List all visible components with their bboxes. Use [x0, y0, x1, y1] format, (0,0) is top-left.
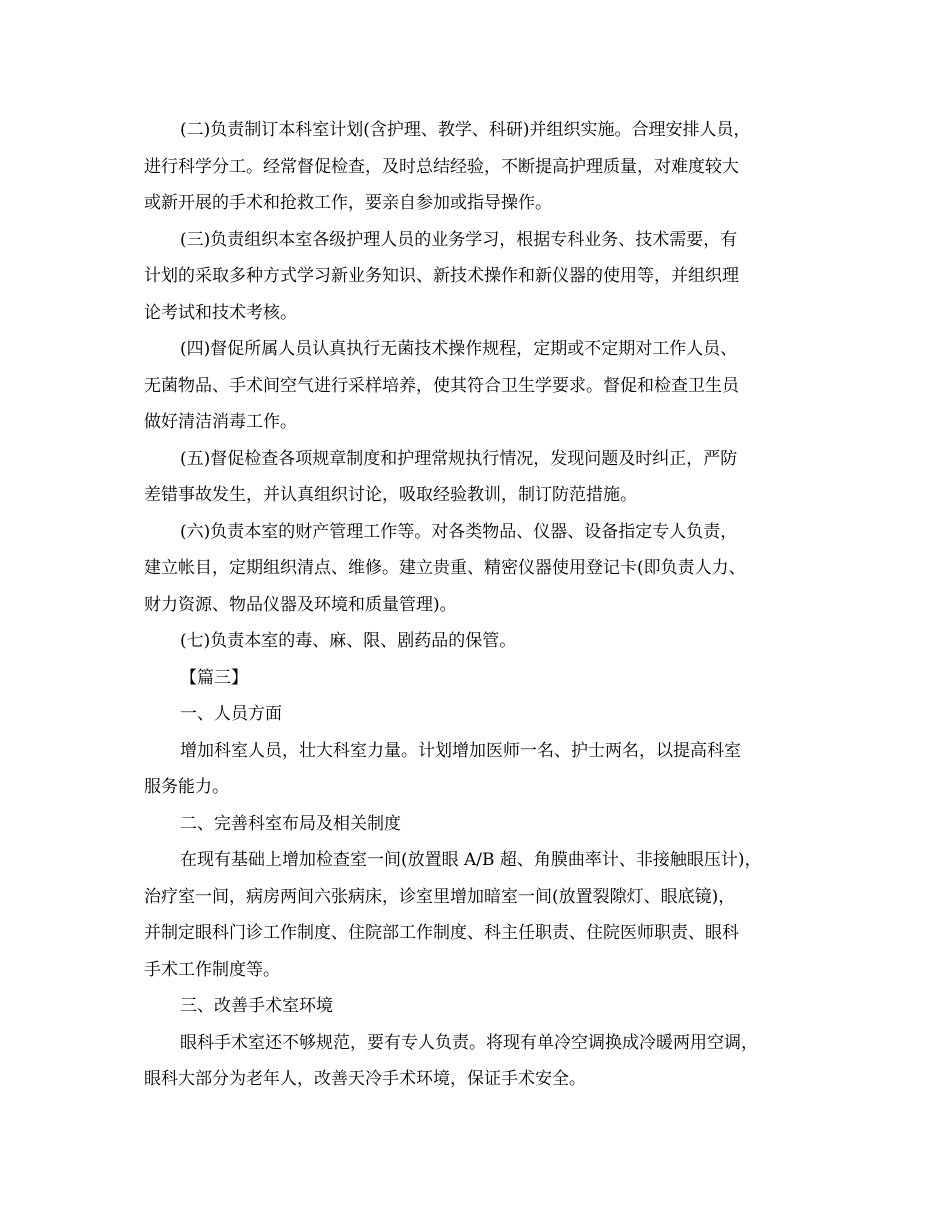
text-line: 服务能力。	[144, 777, 229, 797]
para-duty-6	[144, 514, 806, 624]
para-duty-7	[144, 623, 806, 660]
para-surgery-room	[144, 1025, 806, 1098]
text-line: 三、改善手术室环境	[180, 996, 333, 1016]
text-line: 做好清洁消毒工作。	[144, 412, 297, 432]
text-line: (四)督促所属人员认真执行无菌技术操作规程，定期或不定期对工作人员、	[180, 339, 738, 359]
text-line: 财力资源、物品仪器及环境和质量管理)。	[144, 594, 457, 615]
text-line: 手术工作制度等。	[144, 959, 280, 980]
text-line: (七)负责本室的毒、麻、限、剧药品的保管。	[180, 631, 517, 651]
text-line: 眼科大部分为老年人，改善天冷手术环境，保证手术安全。	[144, 1069, 586, 1089]
text-line: 建立帐目，定期组织清点、维修。建立贵重、精密仪器使用登记卡(即负责人力、	[144, 558, 746, 578]
document-page	[144, 112, 806, 1098]
section-heading-part3	[144, 660, 806, 697]
heading-layout-rules	[144, 806, 806, 843]
text-line: 增加科室人员，壮大科室力量。计划增加医师一名、护士两名，以提高科室	[180, 740, 741, 761]
text-line: 计划的采取多种方式学习新业务知识、新技术操作和新仪器的使用等，并组织理	[144, 266, 739, 286]
text-line: 并制定眼科门诊工作制度、住院部工作制度、科主任职责、住院医师职责、眼科	[144, 923, 739, 943]
text-line: (三)负责组织本室各级护理人员的业务学习，根据专科业务、技术需要，有	[180, 229, 738, 250]
heading-surgery-room	[144, 988, 806, 1025]
text-line: 差错事故发生，并认真组织讨论，吸取经验教训，制订防范措施。	[144, 485, 637, 505]
para-duty-5	[144, 441, 806, 514]
para-layout-rules	[144, 842, 806, 988]
text-line: 一、人员方面	[180, 704, 282, 724]
text-line: (五)督促检查各项规章制度和护理常规执行情况，发现问题及时纠正，严防	[180, 448, 738, 469]
text-line: (六)负责本室的财产管理工作等。对各类物品、仪器、设备指定专人负责，	[180, 521, 738, 542]
text-line: 二、完善科室布局及相关制度	[180, 813, 401, 834]
heading-personnel	[144, 696, 806, 733]
text-line: 治疗室一间，病房两间六张病床，诊室里增加暗室一间(放置裂隙灯、眼底镜)，	[144, 886, 736, 907]
para-personnel	[144, 733, 806, 806]
text-line: (二)负责制订本科室计划(含护理、教学、科研)并组织实施。合理安排人员，	[180, 120, 751, 140]
para-duty-2	[144, 112, 806, 222]
text-line: 或新开展的手术和抢救工作，要亲自参加或指导操作。	[144, 193, 552, 213]
text-line: 眼科手术室还不够规范，要有专人负责。将现有单冷空调换成冷暖两用空调，	[180, 1032, 758, 1053]
para-duty-3	[144, 222, 806, 332]
para-duty-4	[144, 331, 806, 441]
text-line: 无菌物品、手术间空气进行采样培养，使其符合卫生学要求。督促和检查卫生员	[144, 375, 739, 396]
text-line: 论考试和技术考核。	[144, 302, 297, 323]
text-line: 在现有基础上增加检查室一间(放置眼 A/B 超、角膜曲率计、非接触眼压计)，	[180, 850, 762, 870]
text-line: 进行科学分工。经常督促检查，及时总结经验，不断提高护理质量，对难度较大	[144, 156, 739, 177]
text-line: 【篇三】	[180, 667, 248, 688]
